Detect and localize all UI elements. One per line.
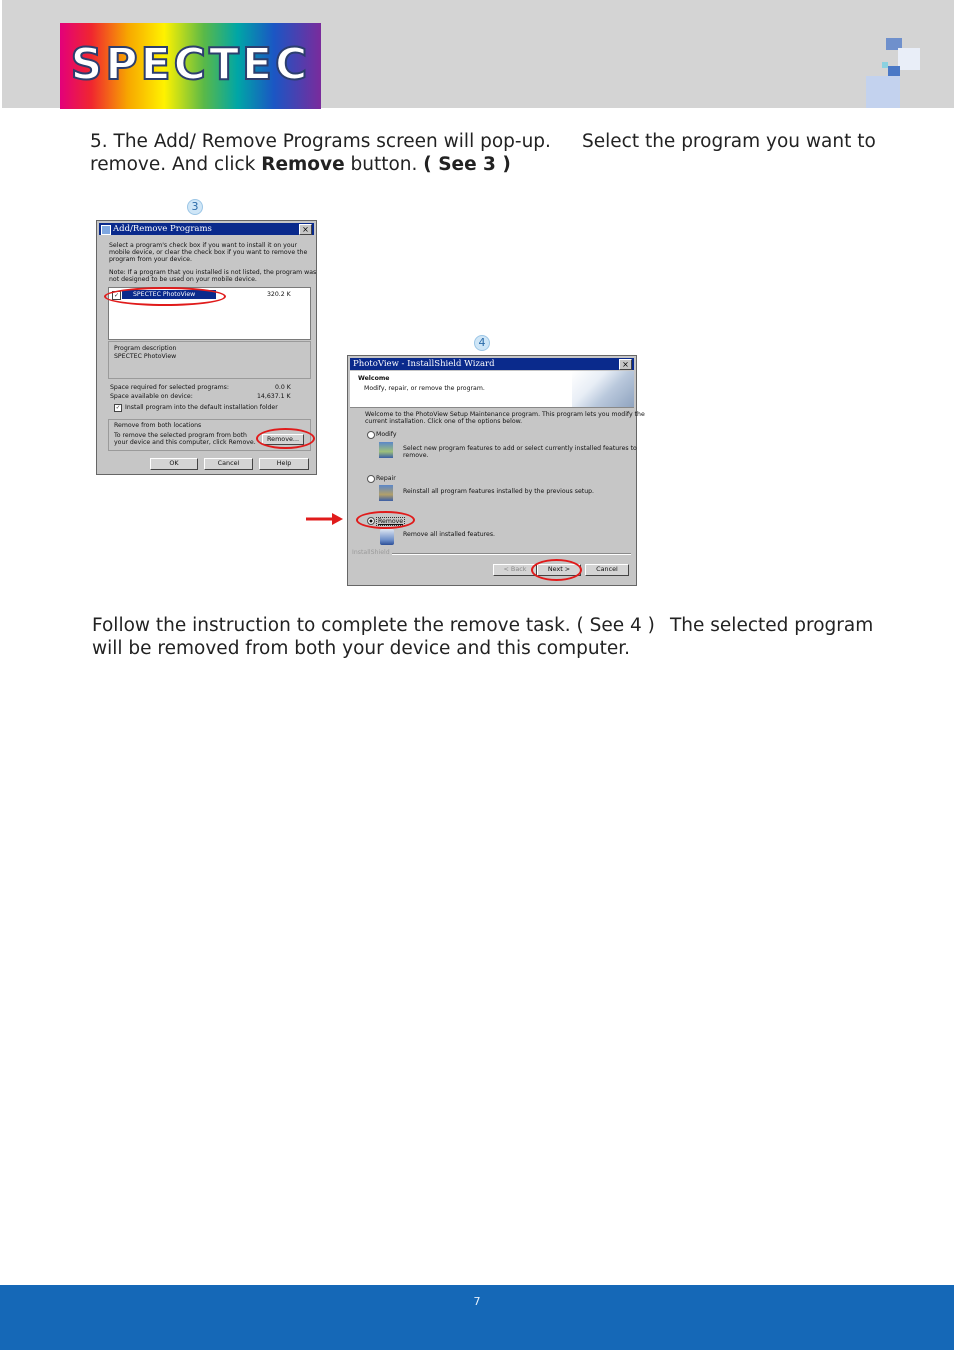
wizard-intro-1: Welcome to the PhotoView Setup Maintenance program. This program lets you modify the xyxy=(365,411,645,418)
program-size: 320.2 K xyxy=(267,291,291,298)
space-available-value: 14,637.1 K xyxy=(257,393,291,400)
program-description-group xyxy=(108,341,311,379)
step5-line2-b: button. xyxy=(344,154,424,175)
step-label-3: 3 xyxy=(187,199,203,215)
back-button[interactable]: < Back xyxy=(493,564,537,576)
logo-text: SPECTEC xyxy=(70,39,311,90)
step5-remove-bold: Remove xyxy=(261,154,345,175)
instruction-step-5 xyxy=(90,130,890,176)
remove-both-text-1: To remove the selected program from both xyxy=(114,432,247,439)
highlight-remove-option-oval xyxy=(356,511,415,529)
add-remove-close-button[interactable]: × xyxy=(299,224,312,235)
follow-line1-b: The selected program xyxy=(670,615,874,636)
ok-button[interactable]: OK xyxy=(150,458,198,470)
modify-desc-2: remove. xyxy=(403,452,429,459)
decorative-squares-icon xyxy=(862,36,922,108)
remove-both-label: Remove from both locations xyxy=(114,422,202,429)
install-default-checkbox[interactable]: ✓ xyxy=(115,405,121,411)
wizard-subheading: Modify, repair, or remove the program. xyxy=(364,385,485,392)
space-required-label: Space required for selected programs: xyxy=(110,384,229,391)
highlight-remove-button-oval xyxy=(256,428,315,449)
add-remove-title: Add/Remove Programs xyxy=(113,224,212,234)
wizard-banner-graphic-icon xyxy=(572,371,634,407)
remove-label: Remove xyxy=(378,518,404,525)
follow-line1-a: Follow the instruction to complete the remove task. ( See 4 ) xyxy=(92,615,655,636)
page-header xyxy=(2,0,954,108)
add-remove-intro-1: Select a program's check box if you want to install it on your xyxy=(109,242,298,249)
wizard-cancel-button[interactable]: Cancel xyxy=(585,564,629,576)
step5-see-ref: ( See 3 ) xyxy=(423,154,511,175)
add-remove-app-icon xyxy=(101,225,111,235)
program-description-value: SPECTEC PhotoView xyxy=(114,353,177,360)
remove-setup-icon xyxy=(380,529,394,545)
step5-line1-a: 5. The Add/ Remove Programs screen will pop-up. xyxy=(90,131,551,152)
wizard-footer-divider xyxy=(353,553,631,555)
red-arrow-icon xyxy=(304,512,344,526)
wizard-footer-brand: InstallShield xyxy=(352,549,390,556)
space-required-value: 0.0 K xyxy=(275,384,291,391)
highlight-next-button-oval xyxy=(531,559,582,581)
follow-line2: will be removed from both your device and this computer. xyxy=(92,638,631,659)
repair-label: Repair xyxy=(376,475,396,482)
repair-setup-icon xyxy=(379,485,393,501)
wizard-intro-2: current installation. Click one of the options below. xyxy=(365,418,523,425)
space-available-label: Space available on device: xyxy=(110,393,193,400)
program-checkbox[interactable]: ✓ xyxy=(113,292,120,299)
step5-line2-a: remove. And click xyxy=(90,154,262,175)
instruction-follow xyxy=(92,614,892,660)
modify-setup-icon xyxy=(379,442,393,458)
page-number: 7 xyxy=(473,1295,481,1308)
remove-desc: Remove all installed features. xyxy=(403,531,496,538)
help-button[interactable]: Help xyxy=(259,458,309,470)
wizard-heading: Welcome xyxy=(358,375,390,382)
program-description-label: Program description xyxy=(114,345,177,352)
add-remove-note-2: not designed to be used on your mobile device. xyxy=(109,276,257,283)
wizard-close-button[interactable]: × xyxy=(619,359,632,370)
repair-radio[interactable] xyxy=(367,475,375,483)
next-button[interactable]: Next > xyxy=(537,564,581,576)
step-label-4: 4 xyxy=(474,335,490,351)
remove-button[interactable]: Remove... xyxy=(262,434,304,445)
wizard-header-panel xyxy=(350,371,634,408)
install-default-label: Install program into the default installation folder xyxy=(125,404,278,411)
spectec-logo xyxy=(60,23,321,109)
step5-line1-b: Select the program you want to xyxy=(582,131,876,152)
add-remove-intro-2: mobile device, or clear the check box if you want to remove the xyxy=(109,249,308,256)
wizard-title: PhotoView - InstallShield Wizard xyxy=(353,359,495,369)
repair-desc: Reinstall all program features installed by the previous setup. xyxy=(403,488,595,495)
modify-desc-1: Select new program features to add or select currently installed features to xyxy=(403,445,637,452)
add-remove-intro-3: program from your device. xyxy=(109,256,192,263)
add-remove-note-1: Note: If a program that you installed is not listed, the program was xyxy=(109,269,317,276)
installshield-wizard-dialog xyxy=(347,355,645,586)
page-footer xyxy=(0,1285,954,1350)
program-name: SPECTEC PhotoView xyxy=(133,291,196,298)
add-remove-titlebar xyxy=(99,223,314,235)
cancel-button[interactable]: Cancel xyxy=(204,458,253,470)
modify-radio[interactable] xyxy=(367,431,375,439)
wizard-titlebar xyxy=(350,358,634,370)
remove-both-text-2: your device and this computer, click Remove. xyxy=(114,439,256,446)
modify-label: Modify xyxy=(376,431,397,438)
highlight-program-oval xyxy=(104,287,226,306)
